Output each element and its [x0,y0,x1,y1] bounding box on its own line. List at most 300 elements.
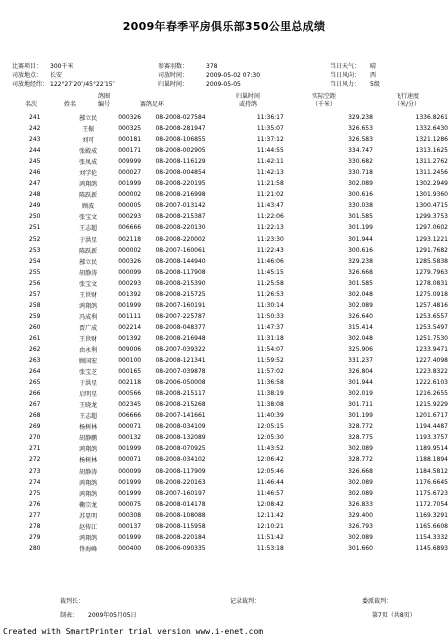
rank-cell: 242 [29,125,41,133]
name-cell: 王世财 [79,291,98,299]
time-cell: 11:22:06 [256,213,284,221]
speed-cell: 1301.9360 [415,191,448,199]
distance-cell: 329.400 [348,511,373,519]
distance-cell: 326.668 [348,467,373,475]
table-row [0,278,448,289]
rank-cell: 273 [29,467,41,475]
ring-cell: 001999 [118,301,142,309]
ring-cell: 009999 [118,158,142,166]
rank-cell: 260 [29,323,41,331]
time-cell: 11:30:14 [256,301,284,309]
rank-cell: 275 [29,489,41,497]
ring-cell: 001999 [118,180,142,188]
speed-cell: 1302.2949 [415,180,448,188]
judge-label: 裁判长： [60,598,85,605]
name-cell: 顾国宏 [79,358,98,366]
info-right [330,62,380,89]
speed-cell: 1176.6645 [415,478,448,486]
header-ring [84,93,124,109]
name-cell: 启明星 [79,391,98,399]
distance-cell: 300.616 [348,191,373,199]
distance-cell: 328.772 [348,423,373,431]
table-row [0,499,448,510]
speed-cell: 1311.2456 [415,169,448,177]
location: 长安 [50,72,63,79]
distance-cell: 302.089 [348,489,373,497]
time-cell: 11:25:58 [256,279,284,287]
ring-cell: 000002 [118,246,142,254]
foot-ring-cell: 08-2008-004854 [155,169,206,177]
time-cell: 11:53:18 [256,544,284,552]
table-row [0,178,448,189]
foot-ring-cell: 08-2008-215268 [155,401,206,409]
name-cell: 鸿翔鸽 [79,446,98,454]
name-cell: 张宝文 [79,280,98,288]
foot-ring-cell: 08-2008-108088 [155,511,206,519]
table-row [0,322,448,333]
distance-cell: 325.906 [348,346,373,353]
header-ring-bottom: 编号 [97,101,110,108]
table-row [0,311,448,322]
ring-cell: 006666 [118,412,142,420]
name-cell: 张宝芝 [79,369,98,377]
rank-cell: 267 [29,401,41,409]
ring-cell: 000293 [118,213,142,221]
speed-cell: 1336.8261 [415,114,448,122]
speed-cell: 1175.6723 [415,489,448,497]
speed-cell: 1188.1894 [415,456,448,464]
name-cell: 杨树林 [79,457,98,465]
race-name-label: 比赛项目： [12,63,43,70]
distance-cell: 334.747 [348,147,373,155]
time-cell: 12:08:42 [256,500,284,508]
time-cell: 11:54:07 [256,346,284,353]
name-cell: 贾广成 [79,324,98,332]
name-cell: 苏显明 [79,512,98,520]
time-cell: 12:05:46 [256,467,284,475]
speed-cell: 1299.3753 [415,213,448,221]
speed-cell: 1165.6608 [415,522,448,530]
time-cell: 11:38:19 [256,390,284,398]
rank-cell: 248 [29,191,41,199]
table-row [0,300,448,311]
foot-ring-cell: 08-2008-132089 [155,434,206,442]
speed-cell: 1313.1625 [415,147,448,155]
table-row [0,289,448,300]
name-cell: 陈跃新 [79,192,98,200]
table-row [0,388,448,399]
ring-cell: 000100 [118,357,142,365]
rank-cell: 246 [29,169,41,177]
table-row [0,488,448,499]
table-row [0,145,448,156]
speed-cell: 1172.7054 [415,500,448,508]
release-time-label: 司放时间： [158,72,189,79]
rank-cell: 252 [29,235,41,243]
time-cell: 11:46:57 [256,489,284,497]
speed-cell: 1194.4487 [415,423,448,431]
distance-cell: 326.653 [348,125,373,133]
name-cell: 张殿成 [79,148,98,156]
rank-cell: 264 [29,368,41,376]
name-cell: 杨树林 [79,424,98,432]
header-rank: 名次 [25,101,38,108]
rank-cell: 241 [29,114,41,122]
speed-cell: 1279.7963 [415,268,448,276]
rank-cell: 259 [29,312,41,320]
speed-cell: 1278.0831 [415,279,448,287]
name-cell: 胡静涛 [79,468,98,476]
ring-cell: 000002 [118,191,142,199]
wind-dir-label: 当日风向： [330,72,361,79]
foot-ring-cell: 08-2008-048377 [155,323,206,331]
ring-cell: 000325 [118,125,142,133]
header-foot-ring: 赛鸽足环 [140,101,165,108]
distance-cell: 328.775 [348,434,373,442]
page-number: 第7页（共8页） [372,612,416,619]
distance-cell: 326.583 [348,136,373,144]
table-row [0,200,448,211]
foot-ring-cell: 08-2008-220184 [155,533,206,541]
table-row [0,410,448,421]
table-row [0,543,448,554]
distance-cell: 301.944 [348,379,373,387]
time-cell: 11:51:42 [256,533,284,541]
distance-cell: 326.640 [348,312,373,320]
ring-cell: 000400 [118,544,142,552]
foot-ring-cell: 08-2007-039322 [155,346,206,353]
foot-ring-cell: 08-2008-215390 [155,279,206,287]
time-cell: 11:35:07 [256,125,284,133]
time-cell: 11:26:53 [256,290,284,298]
table-row [0,134,448,145]
weather-label: 当日天气： [330,63,361,70]
speed-cell: 1215.9229 [415,401,448,409]
rank-cell: 263 [29,357,41,365]
table-row [0,234,448,245]
table-row [0,156,448,167]
time-cell: 11:22:43 [256,246,284,254]
table-row [0,167,448,178]
distance-cell: 326.668 [348,268,373,276]
name-cell: 佟海峰 [79,545,98,553]
time-cell: 12:11:42 [256,511,284,519]
header-time-bottom: 或持鸽 [238,101,257,108]
name-cell: 鸿翔鸽 [79,490,98,498]
wind-force: 5级 [370,81,380,88]
distance-cell: 330.682 [348,158,373,166]
speed-cell: 1223.8322 [415,368,448,376]
name-cell: 胡静涛 [79,269,98,277]
distance-cell: 301.199 [348,224,373,232]
rank-cell: 270 [29,434,41,442]
foot-ring-cell: 08-2008-216998 [155,191,206,199]
watermark: Created with SmartPrinter trial version www.i-enet.com [3,627,264,636]
ring-cell: 000326 [118,114,142,122]
rank-cell: 262 [29,346,41,353]
foot-ring-cell: 08-2008-117909 [155,467,206,475]
time-cell: 11:21:02 [256,191,284,199]
ring-cell: 000071 [118,423,142,431]
foot-ring-cell: 08-2007-160061 [155,246,206,254]
speed-cell: 1193.3757 [415,434,448,442]
ring-cell: 000075 [118,500,142,508]
recorder-label: 记录裁判： [230,598,261,605]
distance-cell: 330.718 [348,169,373,177]
coords: 122°27′20″/45°22′15″ [50,81,115,88]
foot-ring-cell: 08-2008-116129 [155,158,206,166]
name-cell: 鄯立民 [79,115,98,123]
time-cell: 11:23:30 [256,235,284,243]
time-cell: 11:57:02 [256,368,284,376]
table-row [0,267,448,278]
made-date: 2009年05月05日 [88,612,137,619]
speed-cell: 1253.6557 [415,312,448,320]
ring-cell: 001999 [118,445,142,453]
time-cell: 12:06:42 [256,456,284,464]
speed-cell: 1227.4098 [415,357,448,365]
foot-ring-cell: 08-2008-220002 [155,235,206,243]
time-cell: 11:38:08 [256,401,284,409]
foot-ring-cell: 08-2007-160197 [155,489,206,497]
ring-cell: 001111 [118,312,142,320]
rank-cell: 243 [29,136,41,144]
distance-cell: 302.089 [348,445,373,453]
table-row [0,510,448,521]
time-cell: 11:36:58 [256,379,284,387]
ring-cell: 000566 [118,390,142,398]
name-cell: 顾波 [82,203,95,211]
location-label: 司放地点： [12,72,43,79]
foot-ring-cell: 08-2008-117908 [155,268,206,276]
rank-cell: 261 [29,334,41,342]
rank-cell: 274 [29,478,41,486]
rank-cell: 280 [29,544,41,552]
distance-cell: 330.038 [348,202,373,210]
table-row [0,443,448,454]
distance-cell: 302.048 [348,290,373,298]
speed-cell: 1321.1286 [415,136,448,144]
table-row [0,333,448,344]
wind-dir: 西 [370,72,377,79]
rank-cell: 268 [29,412,41,420]
birds: 378 [206,63,218,70]
header-time [224,93,272,109]
header-time-top: 归巢时间 [235,93,260,100]
table-row [0,521,448,532]
name-cell: 鸿翔鸽 [79,479,98,487]
name-cell: 王世财 [79,335,98,343]
foot-ring-cell: 08-2007-013142 [155,202,206,210]
rank-cell: 278 [29,522,41,530]
time-cell: 11:46:06 [256,257,284,265]
foot-ring-cell: 08-2007-160191 [155,301,206,309]
header-name: 姓名 [64,101,77,108]
time-cell: 11:42:11 [256,158,284,166]
ring-cell: 000099 [118,268,142,276]
speed-cell: 1184.5812 [415,467,448,475]
foot-ring-cell: 08-2008-215117 [155,390,206,398]
table-row [0,256,448,267]
time-cell: 11:59:52 [256,357,284,365]
table-row [0,112,448,123]
speed-cell: 1300.4715 [415,202,448,210]
speed-cell: 1293.1221 [415,235,448,243]
race-name: 300千米 [50,63,74,70]
distance-cell: 326.833 [348,500,373,508]
time-cell: 11:44:55 [256,147,284,155]
speed-cell: 1169.3291 [415,511,448,519]
foot-ring-cell: 08-2008-115958 [155,522,206,530]
distance-cell: 302.089 [348,478,373,486]
birds-label: 参赛羽数： [158,63,189,70]
speed-cell: 1257.4816 [415,301,448,309]
rank-cell: 276 [29,500,41,508]
distance-cell: 326.804 [348,368,373,376]
ring-cell: 006666 [118,224,142,232]
ring-cell: 001999 [118,533,142,541]
ring-cell: 000137 [118,522,142,530]
speed-cell: 1253.5497 [415,323,448,331]
ring-cell: 001999 [118,489,142,497]
made-label: 制表： [60,612,79,619]
foot-ring-cell: 08-2008-220163 [155,478,206,486]
header-distance [300,93,348,109]
rank-cell: 250 [29,213,41,221]
foot-ring-cell: 08-2008-215387 [155,213,206,221]
rank-cell: 256 [29,279,41,287]
info-middle [158,62,260,89]
table-row [0,355,448,366]
speed-cell: 1201.6717 [415,412,448,420]
foot-ring-cell: 08-2008-027584 [155,114,206,122]
name-cell: 王晓龙 [79,402,98,410]
results-table [0,112,448,554]
distance-cell: 302.019 [348,390,373,398]
ring-cell: 001999 [118,478,142,486]
speed-cell: 1275.0918 [415,290,448,298]
rank-cell: 272 [29,456,41,464]
time-cell: 11:47:37 [256,323,284,331]
name-cell: 王志超 [79,413,98,421]
coords-label: 司放地经纬： [12,81,49,88]
name-cell: 鸿翔鸽 [79,302,98,310]
distance-cell: 302.048 [348,334,373,342]
foot-ring-cell: 08-2008-215725 [155,290,206,298]
name-cell: 张宝文 [79,214,98,222]
table-row [0,189,448,200]
header-dist-bottom: （千米） [311,101,336,108]
report-title: 2009年春季平房俱乐部350公里总成绩 [122,20,326,33]
speed-cell: 1154.3332 [415,533,448,541]
distance-cell: 329.238 [348,257,373,265]
foot-ring-cell: 08-2008-106855 [155,136,206,144]
table-row [0,123,448,134]
foot-ring-cell: 08-2008-034102 [155,456,206,464]
speed-cell: 1251.7530 [415,334,448,342]
distance-cell: 302.089 [348,301,373,309]
ring-cell: 000099 [118,467,142,475]
rank-cell: 251 [29,224,41,232]
ring-cell: 000071 [118,456,142,464]
ring-cell: 002214 [118,323,142,331]
ring-cell: 000005 [118,202,142,210]
return-time-label: 归巢时间： [158,81,189,88]
speed-cell: 1145.6893 [415,544,448,552]
rank-cell: 253 [29,246,41,254]
foot-ring-cell: 08-2007-225787 [155,312,206,320]
foot-ring-cell: 08-2008-144940 [155,257,206,265]
foot-ring-cell: 08-2008-002905 [155,147,206,155]
distance-cell: 301.944 [348,235,373,243]
rank-cell: 247 [29,180,41,188]
ring-cell: 000181 [118,136,142,144]
ring-cell: 000165 [118,368,142,376]
distance-cell: 300.616 [348,246,373,254]
header-speed-bottom: （米/分） [393,101,421,108]
ring-cell: 000171 [118,147,142,155]
rank-cell: 255 [29,268,41,276]
header-ring-top: 鸽圈 [97,93,110,100]
speed-cell: 1332.6430 [415,125,448,133]
release-time: 2009-05-02 07:30 [206,72,261,79]
table-row [0,344,448,355]
table-row [0,432,448,443]
weather: 晴 [370,63,377,70]
speed-cell: 1216.2655 [415,390,448,398]
header-speed [382,93,432,109]
time-cell: 11:42:13 [256,169,284,177]
committee-label: 委派裁判： [362,598,393,605]
distance-cell: 326.793 [348,522,373,530]
table-row [0,245,448,256]
ring-cell: 000326 [118,257,142,265]
rank-cell: 258 [29,301,41,309]
rank-cell: 254 [29,257,41,265]
header-dist-top: 实际空距 [311,93,336,100]
rank-cell: 279 [29,533,41,541]
time-cell: 11:40:39 [256,412,284,420]
ring-cell: 000293 [118,279,142,287]
foot-ring-cell: 08-2006-050008 [155,379,206,387]
table-row [0,211,448,222]
time-cell: 11:22:13 [256,224,284,232]
ring-cell: 001392 [118,290,142,298]
distance-cell: 302.089 [348,533,373,541]
foot-ring-cell: 08-2008-070925 [155,445,206,453]
table-row [0,366,448,377]
name-cell: 胡静鹏 [79,435,98,443]
rank-cell: 257 [29,290,41,298]
speed-cell: 1291.7682 [415,246,448,254]
distance-cell: 301.711 [348,401,373,409]
ring-cell: 002118 [118,235,142,243]
time-cell: 11:31:18 [256,334,284,342]
header-speed-top: 飞行速度 [394,93,419,100]
foot-ring-cell: 08-2008-216948 [155,334,206,342]
rank-cell: 271 [29,445,41,453]
time-cell: 11:36:17 [256,114,284,122]
table-row [0,532,448,543]
rank-cell: 277 [29,511,41,519]
table-row [0,377,448,388]
ring-cell: 002118 [118,379,142,387]
distance-cell: 328.772 [348,456,373,464]
distance-cell: 301.660 [348,544,373,552]
ring-cell: 001392 [118,334,142,342]
foot-ring-cell: 08-2008-220130 [155,224,206,232]
table-row [0,421,448,432]
